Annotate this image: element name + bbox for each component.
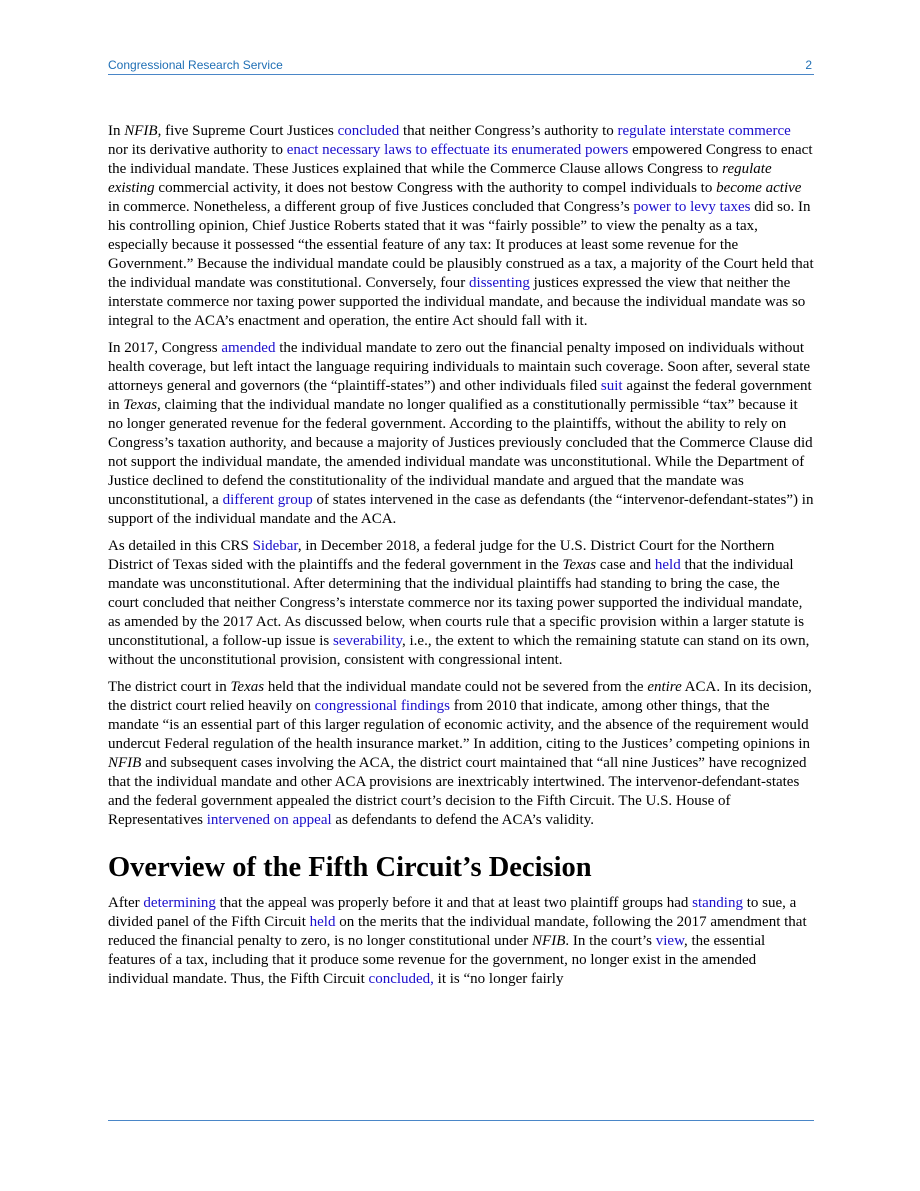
link-intervened-on-appeal[interactable]: intervened on appeal bbox=[206, 812, 332, 828]
link-sidebar[interactable]: Sidebar bbox=[252, 538, 298, 554]
link-concluded[interactable]: concluded bbox=[337, 123, 400, 139]
link-determining[interactable]: determining bbox=[143, 895, 216, 911]
footer-rule bbox=[108, 1120, 814, 1121]
link-regulate-interstate-commerce[interactable]: regulate interstate commerce bbox=[617, 123, 791, 139]
running-header bbox=[108, 58, 814, 72]
link-concluded[interactable]: concluded, bbox=[368, 971, 434, 987]
case-name: Texas bbox=[562, 557, 597, 573]
case-name: Texas bbox=[123, 397, 158, 413]
page-number: 2 bbox=[805, 58, 812, 72]
link-amended[interactable]: amended bbox=[221, 340, 276, 356]
case-name: Texas bbox=[230, 679, 265, 695]
link-power-to-levy-taxes[interactable]: power to levy taxes bbox=[633, 199, 751, 215]
link-standing[interactable]: standing bbox=[692, 895, 743, 911]
case-name: NFIB bbox=[124, 123, 158, 139]
section-heading: Overview of the Fifth Circuit’s Decision bbox=[108, 852, 592, 883]
case-name: NFIB bbox=[108, 755, 142, 771]
paragraph-severability: The district court in Texas held that the individual mandate could not be severed from the entire ACA. In its decision, the district court relied heavily on congressional findings from 2010 that indicate, among other things, that the mandate “is an essential part of this larger regulation of economic activity, and the absence of the requirement would undercut Federal regulation of the health insurance market.” In addition, citing to the Justices’ competing opinions in NFIB and subsequent cases involving the ACA, the district court maintained that “all nine Justices” have recognized that the individual mandate and other ACA provisions are inextricably intertwined. The intervenor-defendant-states and the federal government appealed the district court’s decision to the Fifth Circuit. The U.S. House of Representatives intervened on appeal as defendants to defend the ACA’s validity. bbox=[108, 679, 812, 828]
paragraph-fifth-circuit: After determining that the appeal was properly before it and that at least two plaintiff groups had standing to sue, a divided panel of the Fifth Circuit held on the merits that the individual mandate, following the 2017 amendment that reduced the financial penalty to zero, is no longer constitutional under NFIB. In the court’s view, the essential features of a tax, including that it produce some revenue for the government, no longer exist in the amended individual mandate. Thus, the Fifth Circuit concluded, it is “no longer fairly bbox=[108, 895, 807, 987]
paragraph-district-court: As detailed in this CRS Sidebar, in December 2018, a federal judge for the U.S. District Court for the Northern District of Texas sided with the plaintiffs and the federal government in the Texas case and held that the individual mandate was unconstitutional. After determining that the individual plaintiffs had standing to bring the case, the court concluded that neither Congress’s interstate commerce nor its taxing power supported the individual mandate, as amended by the 2017 Act. As discussed below, when courts rule that a specific provision within a larger statute is unconstitutional, a follow-up issue is severability, i.e., the extent to which the remaining statute can stand on its own, without the unconstitutional provision, consistent with congressional intent. bbox=[108, 538, 810, 668]
link-different-group[interactable]: different group bbox=[222, 492, 313, 508]
paragraph-2017-amendment: In 2017, Congress amended the individual mandate to zero out the financial penalty imposed on individuals without health coverage, but left intact the language requiring individuals to maintain such coverage. Soon after, several state attorneys general and governors (the “plaintiff-states”) and other individuals filed suit against the federal government in Texas, claiming that the individual mandate no longer qualified as a constitutionally permissible “tax” because it no longer generated revenue for the federal government. According to the plaintiffs, without the ability to rely on Congress’s taxation authority, and because a majority of Justices previously concluded that the Commerce Clause did not support the individual mandate, the amended individual mandate was unconstitutional. While the Department of Justice declined to defend the constitutionality of the individual mandate and argued that the mandate was unconstitutional, a different group of states intervened in the case as defendants (the “intervenor-defendant-states”) in support of the individual mandate and the ACA. bbox=[108, 340, 814, 527]
link-dissenting[interactable]: dissenting bbox=[469, 275, 530, 291]
link-severability[interactable]: severability bbox=[332, 633, 402, 649]
paragraph-nfib-background: In NFIB, five Supreme Court Justices concluded that neither Congress’s authority to regulate interstate commerce nor its derivative authority to enact necessary laws to effectuate its enumerated powers empowered Congress to enact the individual mandate. These Justices explained that while the Commerce Clause allows Congress to regulate existing commercial activity, it does not bestow Congress with the authority to compel individuals to become active in commerce. Nonetheless, a different group of five Justices concluded that Congress’s power to levy taxes did so. In his controlling opinion, Chief Justice Roberts stated that it was “fairly possible” to view the penalty as a tax, especially because it possessed “the essential feature of any tax: It produces at least some revenue for the Government.” Because the individual mandate could be plausibly construed as a tax, a majority of the Court held that the individual mandate was constitutional. Conversely, four dissenting justices expressed the view that neither the interstate commerce nor taxing power supported the individual mandate, and because the individual mandate was so integral to the ACA’s enactment and operation, the entire Act should fall with it. bbox=[108, 123, 814, 329]
document-body bbox=[108, 122, 814, 997]
header-rule bbox=[108, 74, 814, 75]
header-title: Congressional Research Service bbox=[108, 58, 283, 72]
case-name: NFIB bbox=[532, 933, 566, 949]
link-enumerated-powers[interactable]: enact necessary laws to effectuate its enumerated powers bbox=[286, 142, 629, 158]
link-held[interactable]: held bbox=[309, 914, 336, 930]
link-view[interactable]: view bbox=[655, 933, 684, 949]
link-suit[interactable]: suit bbox=[600, 378, 623, 394]
link-held[interactable]: held bbox=[654, 557, 681, 573]
link-congressional-findings[interactable]: congressional findings bbox=[314, 698, 451, 714]
